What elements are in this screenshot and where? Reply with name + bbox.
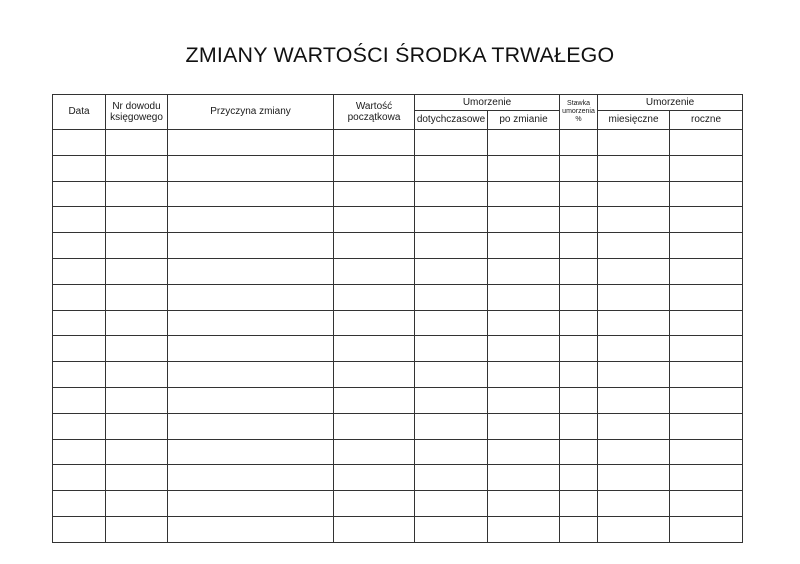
cell-miesieczne — [598, 155, 670, 181]
cell-dotychczasowe — [415, 233, 488, 259]
cell-przyczyna — [168, 130, 334, 156]
cell-dotychczasowe — [415, 310, 488, 336]
cell-dotychczasowe — [415, 181, 488, 207]
table-row — [53, 439, 743, 465]
cell-przyczyna — [168, 233, 334, 259]
cell-data — [53, 284, 106, 310]
table-row — [53, 258, 743, 284]
cell-dotychczasowe — [415, 336, 488, 362]
cell-po-zmianie — [488, 130, 560, 156]
cell-stawka — [560, 491, 598, 517]
cell-wartosc — [334, 516, 415, 542]
cell-wartosc — [334, 465, 415, 491]
cell-stawka — [560, 413, 598, 439]
cell-miesieczne — [598, 207, 670, 233]
cell-po-zmianie — [488, 439, 560, 465]
cell-data — [53, 413, 106, 439]
cell-wartosc — [334, 155, 415, 181]
header-wartosc-line2: początkowa — [347, 112, 401, 123]
cell-po-zmianie — [488, 233, 560, 259]
table-body — [53, 130, 743, 543]
cell-dotychczasowe — [415, 465, 488, 491]
header-po-zmianie: po zmianie — [488, 111, 560, 130]
cell-przyczyna — [168, 465, 334, 491]
cell-po-zmianie — [488, 362, 560, 388]
cell-wartosc — [334, 310, 415, 336]
cell-przyczyna — [168, 491, 334, 517]
cell-po-zmianie — [488, 258, 560, 284]
cell-miesieczne — [598, 130, 670, 156]
header-nr-dowodu-line1: Nr dowodu — [112, 100, 161, 112]
table-row — [53, 130, 743, 156]
cell-stawka — [560, 284, 598, 310]
table-row — [53, 491, 743, 517]
cell-dotychczasowe — [415, 207, 488, 233]
cell-po-zmianie — [488, 413, 560, 439]
cell-data — [53, 387, 106, 413]
cell-data — [53, 439, 106, 465]
header-umorzenie-group: Umorzenie — [415, 95, 560, 111]
cell-roczne — [670, 284, 743, 310]
cell-miesieczne — [598, 310, 670, 336]
cell-miesieczne — [598, 336, 670, 362]
cell-wartosc — [334, 207, 415, 233]
cell-roczne — [670, 413, 743, 439]
cell-roczne — [670, 362, 743, 388]
table-row — [53, 207, 743, 233]
cell-nr-dowodu — [106, 387, 168, 413]
cell-stawka — [560, 258, 598, 284]
cell-po-zmianie — [488, 155, 560, 181]
cell-stawka — [560, 207, 598, 233]
cell-data — [53, 362, 106, 388]
cell-stawka — [560, 130, 598, 156]
cell-przyczyna — [168, 310, 334, 336]
cell-przyczyna — [168, 336, 334, 362]
cell-data — [53, 310, 106, 336]
cell-po-zmianie — [488, 336, 560, 362]
cell-nr-dowodu — [106, 336, 168, 362]
cell-miesieczne — [598, 465, 670, 491]
table-row — [53, 387, 743, 413]
cell-wartosc — [334, 362, 415, 388]
table-row — [53, 362, 743, 388]
cell-wartosc — [334, 181, 415, 207]
cell-nr-dowodu — [106, 465, 168, 491]
cell-roczne — [670, 207, 743, 233]
cell-roczne — [670, 387, 743, 413]
cell-dotychczasowe — [415, 491, 488, 517]
cell-stawka — [560, 439, 598, 465]
header-data: Data — [53, 95, 106, 130]
cell-po-zmianie — [488, 387, 560, 413]
cell-przyczyna — [168, 155, 334, 181]
cell-roczne — [670, 258, 743, 284]
cell-roczne — [670, 465, 743, 491]
cell-po-zmianie — [488, 207, 560, 233]
cell-roczne — [670, 336, 743, 362]
cell-wartosc — [334, 413, 415, 439]
cell-wartosc — [334, 439, 415, 465]
cell-dotychczasowe — [415, 516, 488, 542]
header-umorzenie-group-2: Umorzenie — [598, 95, 743, 111]
cell-nr-dowodu — [106, 310, 168, 336]
cell-roczne — [670, 130, 743, 156]
cell-nr-dowodu — [106, 155, 168, 181]
cell-miesieczne — [598, 233, 670, 259]
cell-stawka — [560, 465, 598, 491]
cell-stawka — [560, 181, 598, 207]
cell-data — [53, 258, 106, 284]
cell-wartosc — [334, 491, 415, 517]
header-przyczyna-zmiany: Przyczyna zmiany — [168, 95, 334, 130]
cell-roczne — [670, 233, 743, 259]
cell-wartosc — [334, 233, 415, 259]
cell-nr-dowodu — [106, 181, 168, 207]
table-row — [53, 516, 743, 542]
cell-roczne — [670, 155, 743, 181]
cell-dotychczasowe — [415, 284, 488, 310]
cell-stawka — [560, 336, 598, 362]
cell-data — [53, 130, 106, 156]
cell-stawka — [560, 362, 598, 388]
cell-przyczyna — [168, 413, 334, 439]
cell-miesieczne — [598, 516, 670, 542]
cell-nr-dowodu — [106, 207, 168, 233]
cell-przyczyna — [168, 284, 334, 310]
table-row — [53, 155, 743, 181]
cell-wartosc — [334, 387, 415, 413]
table-row — [53, 310, 743, 336]
cell-nr-dowodu — [106, 233, 168, 259]
cell-dotychczasowe — [415, 362, 488, 388]
cell-przyczyna — [168, 181, 334, 207]
cell-roczne — [670, 516, 743, 542]
cell-dotychczasowe — [415, 387, 488, 413]
cell-nr-dowodu — [106, 130, 168, 156]
cell-data — [53, 516, 106, 542]
cell-wartosc — [334, 130, 415, 156]
cell-roczne — [670, 310, 743, 336]
cell-dotychczasowe — [415, 258, 488, 284]
asset-value-changes-table — [52, 94, 743, 543]
cell-przyczyna — [168, 258, 334, 284]
table-row — [53, 465, 743, 491]
header-stawka-line1: Stawka — [567, 99, 590, 107]
cell-wartosc — [334, 284, 415, 310]
cell-nr-dowodu — [106, 258, 168, 284]
cell-data — [53, 181, 106, 207]
table-row — [53, 284, 743, 310]
header-nr-dowodu — [106, 95, 168, 130]
cell-data — [53, 491, 106, 517]
cell-data — [53, 233, 106, 259]
cell-wartosc — [334, 258, 415, 284]
header-stawka-line2: umorzenia — [562, 107, 595, 115]
cell-przyczyna — [168, 516, 334, 542]
cell-nr-dowodu — [106, 284, 168, 310]
cell-data — [53, 207, 106, 233]
cell-miesieczne — [598, 258, 670, 284]
cell-po-zmianie — [488, 181, 560, 207]
cell-po-zmianie — [488, 310, 560, 336]
cell-wartosc — [334, 336, 415, 362]
table-row — [53, 413, 743, 439]
table-row — [53, 336, 743, 362]
cell-dotychczasowe — [415, 439, 488, 465]
cell-stawka — [560, 233, 598, 259]
cell-miesieczne — [598, 181, 670, 207]
cell-dotychczasowe — [415, 155, 488, 181]
cell-dotychczasowe — [415, 130, 488, 156]
cell-roczne — [670, 439, 743, 465]
header-roczne: roczne — [670, 111, 743, 130]
page-title: ZMIANY WARTOŚCI ŚRODKA TRWAŁEGO — [185, 44, 615, 67]
header-miesieczne: miesięczne — [598, 111, 670, 130]
cell-nr-dowodu — [106, 516, 168, 542]
cell-roczne — [670, 491, 743, 517]
cell-po-zmianie — [488, 491, 560, 517]
cell-data — [53, 336, 106, 362]
cell-stawka — [560, 516, 598, 542]
cell-data — [53, 465, 106, 491]
cell-dotychczasowe — [415, 413, 488, 439]
cell-po-zmianie — [488, 284, 560, 310]
cell-nr-dowodu — [106, 413, 168, 439]
header-nr-dowodu-line2: księgowego — [110, 112, 163, 123]
cell-stawka — [560, 155, 598, 181]
table-row — [53, 233, 743, 259]
cell-miesieczne — [598, 413, 670, 439]
cell-miesieczne — [598, 362, 670, 388]
cell-po-zmianie — [488, 465, 560, 491]
cell-miesieczne — [598, 284, 670, 310]
header-wartosc-line1: Wartość — [355, 100, 393, 112]
table-row — [53, 181, 743, 207]
cell-nr-dowodu — [106, 439, 168, 465]
cell-przyczyna — [168, 387, 334, 413]
cell-po-zmianie — [488, 516, 560, 542]
cell-przyczyna — [168, 362, 334, 388]
cell-miesieczne — [598, 491, 670, 517]
header-dotychczasowe: dotychczasowe — [415, 111, 488, 130]
cell-nr-dowodu — [106, 362, 168, 388]
cell-miesieczne — [598, 439, 670, 465]
cell-stawka — [560, 310, 598, 336]
cell-przyczyna — [168, 439, 334, 465]
cell-przyczyna — [168, 207, 334, 233]
cell-miesieczne — [598, 387, 670, 413]
cell-data — [53, 155, 106, 181]
cell-roczne — [670, 181, 743, 207]
header-stawka-line3: % — [575, 116, 582, 124]
cell-nr-dowodu — [106, 491, 168, 517]
header-stawka-umorzenia — [560, 95, 598, 130]
header-wartosc-poczatkowa — [334, 95, 415, 130]
cell-stawka — [560, 387, 598, 413]
